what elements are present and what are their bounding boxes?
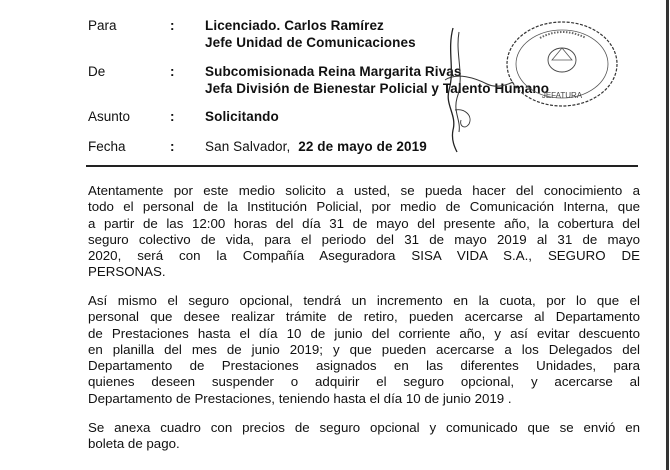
paragraph-line: Departamento de Prestaciones, teniendo hasta el día 10 de junio 2019 . [88, 390, 512, 406]
fecha-label: Fecha [88, 139, 126, 154]
paragraph-line: en planilla del mes de junio 2019; y que pueden acercarse a los Delegados del [88, 341, 640, 357]
fecha-colon: : [170, 139, 175, 154]
paragraph-line: Se anexa cuadro con precios de seguro opcional y comunicado que se envió en [88, 420, 640, 435]
paragraph-line: a partir de las 12:00 horas del día 31 de mayo del presente año, la cobertura del [88, 215, 640, 231]
fecha-place: San Salvador, [205, 139, 291, 154]
paragraph-line: todo el personal de la Institución Policial, por medio de Comunicación Interna, que [88, 199, 640, 215]
seal-text-bottom: JEFATURA [541, 91, 583, 100]
asunto-label: Asunto [88, 109, 131, 124]
paragraph-line: seguro colectivo de vida, para el periodo del 31 de mayo 2019 al 31 de mayo [88, 231, 640, 247]
asunto-value: Solicitando [205, 109, 279, 124]
paragraph-line: PERSONAS. [88, 264, 166, 280]
paragraph-line: 2020, será con la Compañía Aseguradora SISA VIDA S.A., SEGURO DE [88, 248, 640, 264]
handwritten-signature [395, 20, 545, 160]
de-sender-title: Jefa División de Bienestar Policial y Talento Humano [205, 81, 550, 96]
paragraph-line: Así mismo el seguro opcional, tendrá un incremento en la cuota, por lo que el [88, 293, 640, 308]
para-recipient-name: Licenciado. Carlos Ramírez [205, 18, 384, 33]
paragraph-2 [88, 293, 640, 407]
paragraph-3 [88, 420, 640, 453]
paragraph-line: Atentamente por este medio solicito a usted, se pueda hacer del conocimiento a [88, 183, 640, 198]
paragraph-line: Departamento de Prestaciones asignados en las diferentes Unidades, para [88, 358, 640, 374]
para-label: Para [88, 18, 117, 33]
paragraph-1 [88, 183, 640, 281]
header-divider [86, 165, 638, 167]
para-recipient-title: Jefe Unidad de Comunicaciones [205, 35, 416, 50]
fecha-value [205, 139, 427, 154]
paragraph-line: boleta de pago. [88, 436, 180, 452]
para-colon: : [170, 18, 175, 33]
de-sender-name: Subcomisionada Reina Margarita Rivas [205, 64, 462, 79]
paragraph-line: de Prestaciones hasta el día 10 de junio del corriente año, y así evitar descuento [88, 325, 640, 341]
de-label: De [88, 64, 106, 79]
paragraph-line: quienes deseen suspender o adquirir el seguro opcional, y acercarse al [88, 374, 640, 390]
asunto-colon: : [170, 109, 175, 124]
page-edge-scan-artifact [666, 0, 669, 470]
fecha-date: 22 de mayo de 2019 [298, 139, 427, 154]
paragraph-line: personal que desee realizar trámite de retiro, pueden acercarse al Departamento [88, 309, 640, 325]
de-colon: : [170, 64, 175, 79]
